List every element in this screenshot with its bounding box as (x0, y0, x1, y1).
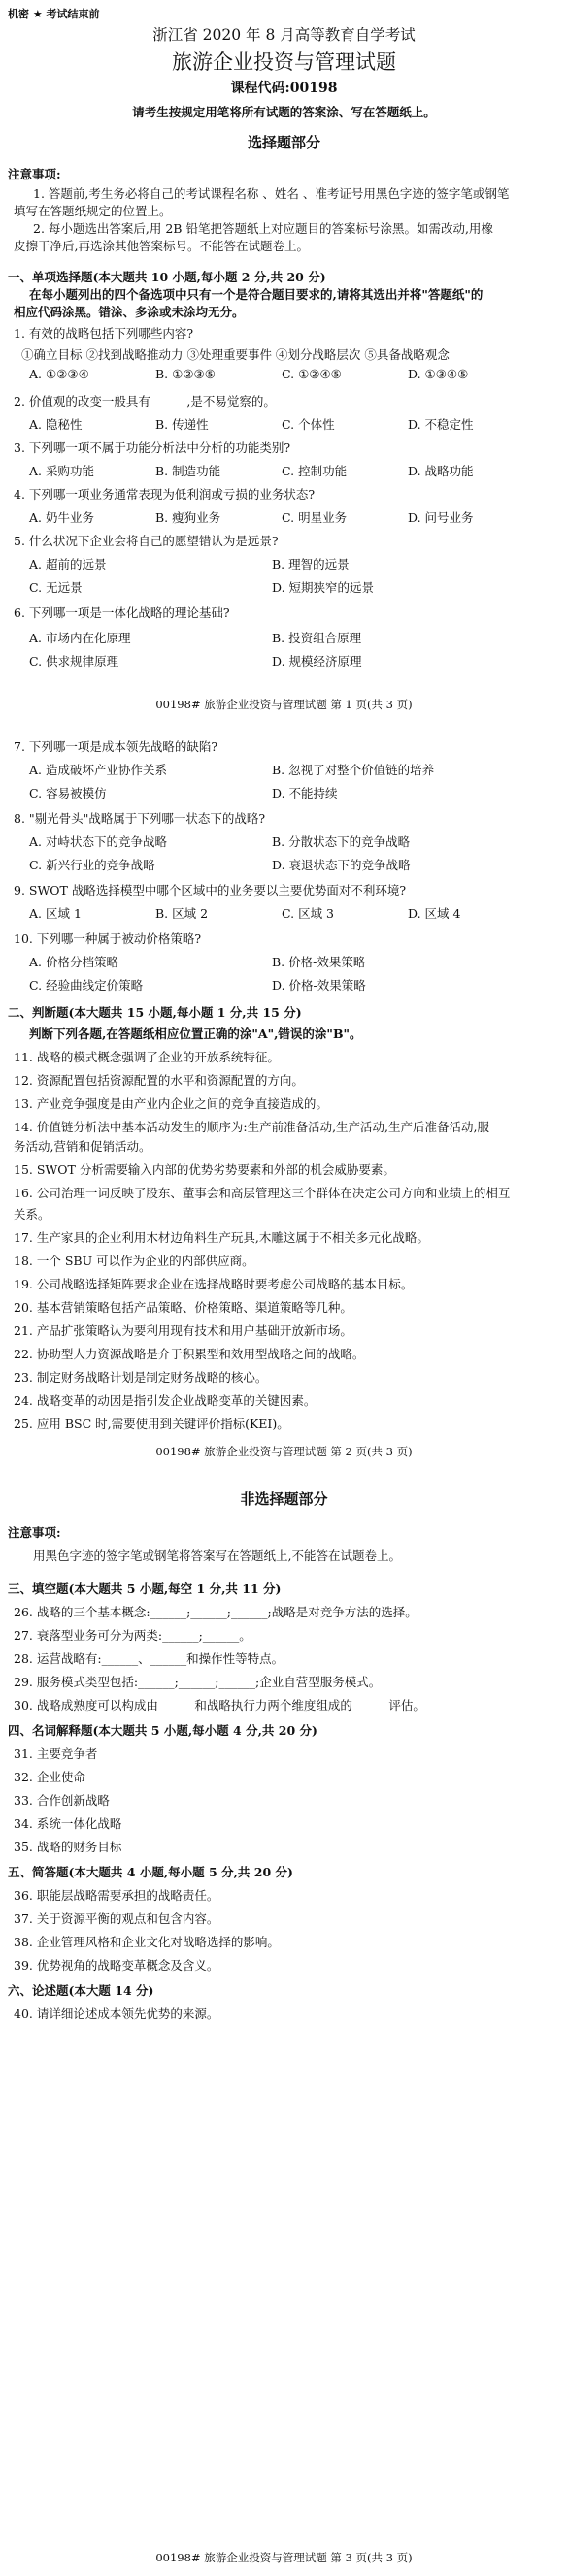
option-a: A. 采购功能 (29, 464, 94, 478)
fill-item: 30. 战略成熟度可以构成由______和战略执行力两个维度组成的______评估。 (14, 1698, 425, 1712)
option-d: D. 衰退状态下的竞争战略 (272, 858, 411, 872)
option-c: C. 个体性 (282, 417, 335, 432)
option-a: A. 市场内在化原理 (29, 631, 131, 645)
sec1-title: 一、单项选择题(本大题共 10 小题,每小题 2 分,共 20 分) (8, 270, 326, 284)
option-d: D. 问号业务 (408, 510, 474, 525)
judge-item: 19. 公司战略选择矩阵要求企业在选择战略时要考虑公司战略的基本目标。 (14, 1277, 414, 1291)
judge-item: 14. 价值链分析法中基本活动发生的顺序为:生产前准备活动,生产活动,生产后准备活动,服 (14, 1120, 489, 1134)
judge-item: 13. 产业竞争强度是由产业内企业之间的竞争直接造成的。 (14, 1096, 328, 1111)
judge-item: 24. 战略变革的动因是指引发企业战略变革的关键因素。 (14, 1393, 317, 1408)
option-b: B. 忽视了对整个价值链的培养 (272, 763, 435, 777)
q9-stem: 9. SWOT 战略选择模型中哪个区域中的业务要以主要优势面对不利环境? (14, 883, 407, 897)
short-answer-item: 37. 关于资源平衡的观点和包含内容。 (14, 1911, 219, 1926)
q1-items: ①确立目标 ②找到战略推动力 ③处理重要事件 ④划分战略层次 ⑤具备战略观念 (21, 347, 450, 362)
option-b: B. 传递性 (155, 417, 209, 432)
term-item: 35. 战略的财务目标 (14, 1840, 122, 1854)
option-d: D. 短期狭窄的远景 (272, 580, 375, 595)
part1-title: 选择题部分 (247, 134, 320, 151)
term-item: 31. 主要竞争者 (14, 1746, 98, 1761)
sec2-desc: 判断下列各题,在答题纸相应位置正确的涂"A",错误的涂"B"。 (29, 1027, 362, 1041)
judge-item: 16. 公司治理一词反映了股东、董事会和高层管理这三个群体在决定公司方向和业绩上的相互 (14, 1186, 511, 1200)
fill-item: 28. 运营战略有:______、______和操作性等特点。 (14, 1651, 284, 1666)
option-c: C. 容易被模仿 (29, 786, 107, 800)
secret-mark: 机密 ★ 考试结束前 (8, 8, 100, 20)
term-item: 33. 合作创新战略 (14, 1793, 110, 1808)
option-b: B. 价格-效果策略 (272, 955, 366, 969)
q8-stem: 8. "剔光骨头"战略属于下列哪一状态下的战略? (14, 811, 266, 826)
q3-stem: 3. 下列哪一项不属于功能分析法中分析的功能类别? (14, 440, 291, 455)
exam-name: 浙江省 2020 年 8 月高等教育自学考试 (152, 26, 416, 44)
option-a: A. 奶牛业务 (29, 510, 94, 525)
short-answer-item: 38. 企业管理风格和企业文化对战略选择的影响。 (14, 1935, 280, 1949)
q5-options-ab (29, 555, 515, 572)
option-d: D. ①③④⑤ (408, 367, 469, 381)
note-2b: 皮擦干净后,再选涂其他答案标号。不能答在试题卷上。 (14, 239, 309, 253)
q10-stem: 10. 下列哪一种属于被动价格策略? (14, 931, 202, 946)
q1-options (29, 367, 534, 381)
fill-item: 29. 服务模式类型包括:______;______;______;企业自营型服务模式。 (14, 1675, 382, 1689)
judge-item: 22. 协助型人力资源战略是介于积累型和效用型战略之间的战略。 (14, 1347, 365, 1361)
option-a: A. 超前的远景 (29, 557, 107, 571)
judge-item: 23. 制定财务战略计划是制定财务战略的核心。 (14, 1370, 268, 1385)
option-c: C. ①②④⑤ (282, 367, 342, 381)
notes-title: 注意事项: (8, 167, 61, 181)
q8-options-ab (29, 832, 515, 850)
q10-options-ab (29, 953, 515, 970)
sec1-desc2: 相应代码涂黑。错涂、多涂或未涂均无分。 (14, 305, 245, 319)
option-c: C. 区域 3 (282, 906, 334, 921)
option-b: B. 制造功能 (155, 464, 221, 478)
option-c: C. 明星业务 (282, 510, 348, 525)
judge-item: 11. 战略的模式概念强调了企业的开放系统特征。 (14, 1050, 280, 1064)
option-a: A. 对峙状态下的竞争战略 (29, 834, 167, 849)
option-a: A. ①②③④ (29, 367, 89, 381)
sec4-title: 四、名词解释题(本大题共 5 小题,每小题 4 分,共 20 分) (8, 1723, 317, 1738)
part2-title: 非选择题部分 (240, 1490, 328, 1508)
sec3-title: 三、填空题(本大题共 5 小题,每空 1 分,共 11 分) (8, 1581, 282, 1596)
note-2a: 2. 每小题选出答案后,用 2B 铅笔把答题纸上对应题目的答案标号涂黑。如需改动,用橡 (33, 221, 493, 236)
option-b: B. 瘦狗业务 (155, 510, 221, 525)
option-c: C. 经验曲线定价策略 (29, 978, 144, 993)
judge-item: 12. 资源配置包括资源配置的水平和资源配置的方向。 (14, 1073, 304, 1088)
short-answer-item: 39. 优势视角的战略变革概念及含义。 (14, 1958, 219, 1973)
option-c: C. 供求规律原理 (29, 654, 119, 668)
q5-options-cd (29, 578, 515, 596)
option-b: B. 投资组合原理 (272, 631, 362, 645)
sec5-title: 五、简答题(本大题共 4 小题,每小题 5 分,共 20 分) (8, 1865, 293, 1879)
sec1-desc1: 在每小题列出的四个备选项中只有一个是符合题目要求的,请将其选出并将"答题纸"的 (29, 287, 484, 302)
option-b: B. 分散状态下的竞争战略 (272, 834, 411, 849)
option-d: D. 不稳定性 (408, 417, 474, 432)
q3-options (29, 462, 534, 479)
q6-options-cd (29, 652, 515, 669)
q5-stem: 5. 什么状况下企业会将自己的愿望错认为是远景? (14, 534, 279, 548)
option-c: C. 新兴行业的竞争战略 (29, 858, 155, 872)
option-a: A. 隐秘性 (29, 417, 83, 432)
option-b: B. 理智的远景 (272, 557, 350, 571)
judge-item: 15. SWOT 分析需要输入内部的优势劣势要素和外部的机会威胁要素。 (14, 1162, 395, 1177)
term-item: 34. 系统一体化战略 (14, 1816, 122, 1831)
q10-options-cd (29, 976, 515, 994)
q1-stem: 1. 有效的战略包括下列哪些内容? (14, 326, 194, 341)
sec6-title: 六、论述题(本大题 14 分) (8, 1983, 154, 1998)
option-a: A. 区域 1 (29, 906, 82, 921)
fill-item: 26. 战略的三个基本概念:______;______;______;战略是对竞争方法的选择。 (14, 1605, 418, 1619)
essay-item: 40. 请详细论述成本领先优势的来源。 (14, 2006, 219, 2021)
course-code: 课程代码:00198 (230, 81, 338, 96)
q2-stem: 2. 价值观的改变一般具有______,是不易觉察的。 (14, 394, 276, 408)
q9-options (29, 904, 534, 922)
q2-options (29, 415, 534, 433)
q4-options (29, 508, 534, 526)
note-1b: 填写在答题纸规定的位置上。 (14, 204, 172, 218)
option-b: B. 区域 2 (155, 906, 209, 921)
option-c: C. 无远景 (29, 580, 83, 595)
short-answer-item: 36. 职能层战略需要承担的战略责任。 (14, 1888, 219, 1903)
option-c: C. 控制功能 (282, 464, 348, 478)
page-footer-3: 00198# 旅游企业投资与管理试题 第 3 页(共 3 页) (155, 2551, 413, 2564)
option-b: B. ①②③⑤ (155, 367, 216, 381)
q7-options-ab (29, 761, 515, 778)
option-d: D. 战略功能 (408, 464, 474, 478)
note-part2: 用黑色字迹的签字笔或钢笔将答案写在答题纸上,不能答在试题卷上。 (33, 1549, 401, 1563)
option-d: D. 不能持续 (272, 786, 338, 800)
q6-stem: 6. 下列哪一项是一体化战略的理论基础? (14, 605, 230, 620)
judge-item: 18. 一个 SBU 可以作为企业的内部供应商。 (14, 1254, 254, 1268)
answer-instruction: 请考生按规定用笔将所有试题的答案涂、写在答题纸上。 (132, 105, 436, 119)
option-d: D. 价格-效果策略 (272, 978, 366, 993)
q7-options-cd (29, 784, 515, 801)
notes-title-2: 注意事项: (8, 1525, 61, 1540)
option-d: D. 区域 4 (408, 906, 461, 921)
judge-item-cont: 务活动,营销和促销活动。 (14, 1139, 151, 1154)
page-footer-1: 00198# 旅游企业投资与管理试题 第 1 页(共 3 页) (155, 698, 413, 711)
judge-item: 21. 产品扩张策略认为要利用现有技术和用户基础开放新市场。 (14, 1323, 352, 1338)
q8-options-cd (29, 856, 515, 873)
paper-title: 旅游企业投资与管理试题 (172, 50, 396, 74)
option-d: D. 规模经济原理 (272, 654, 362, 668)
option-a: A. 价格分档策略 (29, 955, 118, 969)
term-item: 32. 企业使命 (14, 1770, 85, 1784)
note-1a: 1. 答题前,考生务必将自己的考试课程名称 、姓名 、准考证号用黑色字迹的签字笔或钢笔 (33, 186, 510, 201)
q4-stem: 4. 下列哪一项业务通常表现为低利润或亏损的业务状态? (14, 487, 316, 502)
q7-stem: 7. 下列哪一项是成本领先战略的缺陷? (14, 739, 218, 754)
option-a: A. 造成破坏产业协作关系 (29, 763, 167, 777)
judge-item: 17. 生产家具的企业利用木材边角料生产玩具,木雕这属于不相关多元化战略。 (14, 1230, 429, 1245)
sec2-title: 二、判断题(本大题共 15 小题,每小题 1 分,共 15 分) (8, 1005, 302, 1020)
judge-item: 25. 应用 BSC 时,需要使用到关键评价指标(KEI)。 (14, 1417, 289, 1431)
page-footer-2: 00198# 旅游企业投资与管理试题 第 2 页(共 3 页) (155, 1445, 413, 1458)
judge-item: 20. 基本营销策略包括产品策略、价格策略、渠道策略等几种。 (14, 1300, 352, 1315)
judge-item-cont: 关系。 (14, 1207, 50, 1222)
q6-options-ab (29, 629, 515, 646)
fill-item: 27. 衰落型业务可分为两类:______;______。 (14, 1628, 251, 1643)
